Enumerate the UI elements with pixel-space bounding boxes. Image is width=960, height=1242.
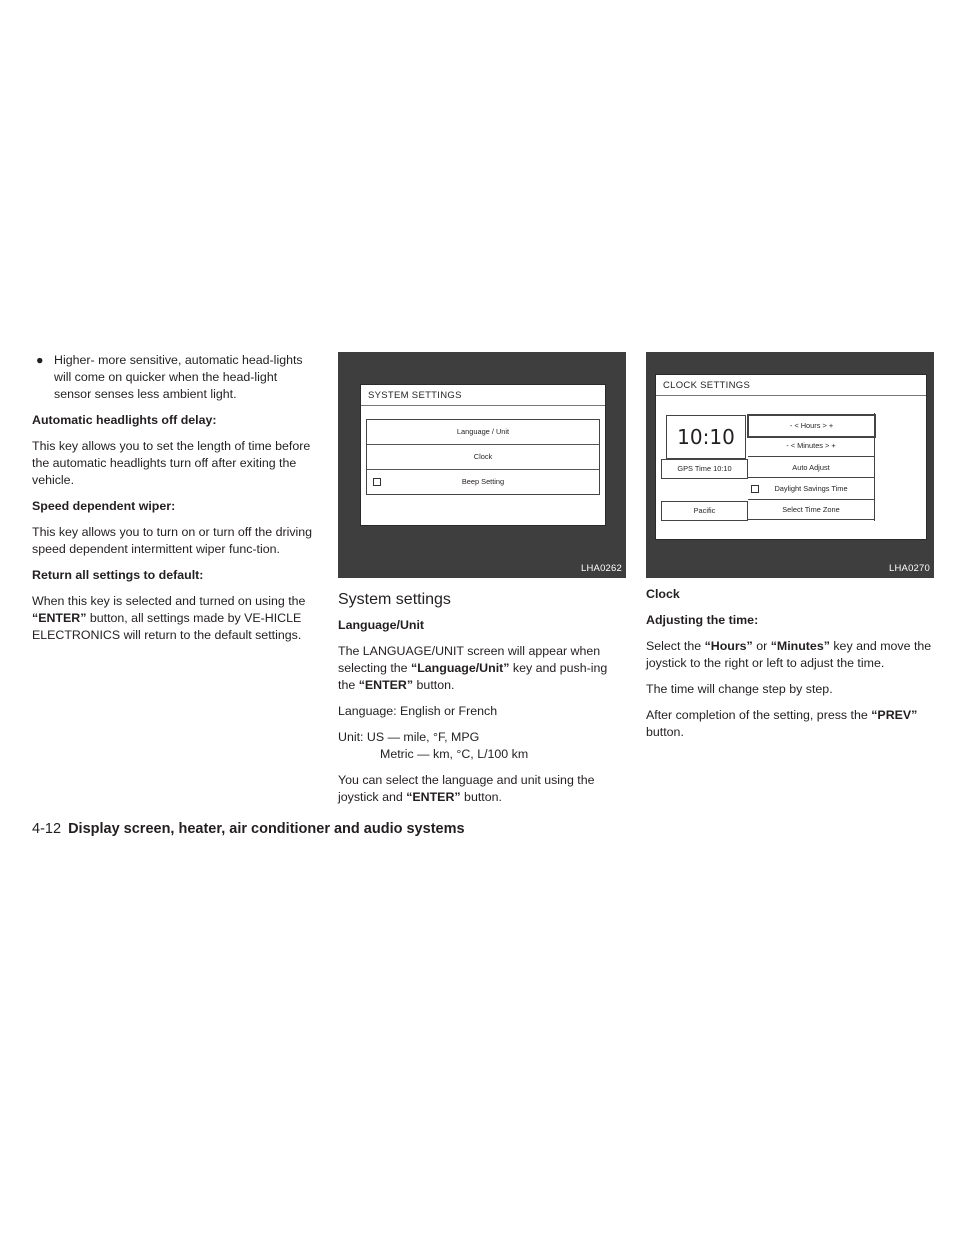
paragraph-headlights-off-delay: This key allows you to set the length of time before the automatic headlights turn off after exiting the vehicle.	[32, 439, 311, 487]
text-run: key and push-ing the	[338, 661, 608, 692]
menu-item-label: Beep Setting	[461, 477, 505, 486]
bullet-text: Higher- more sensitive, automatic head-lights will come on quicker when the head-light sensor senses less ambient light.	[54, 353, 303, 401]
key-enter: “ENTER”	[358, 678, 414, 692]
chapter-title: Display screen, heater, air conditioner and audio systems	[68, 821, 465, 837]
system-settings-screen	[360, 384, 606, 526]
paragraph-speed-dependent-wiper: This key allows you to turn on or turn off the driving speed dependent intermittent wiper func-tion.	[32, 525, 313, 556]
gps-time-display: GPS Time 10:10	[661, 459, 748, 479]
minutes-adjust-button[interactable]: - < Minutes > +	[748, 436, 874, 457]
paragraph-language-unit	[338, 643, 626, 694]
figure-code: LHA0262	[580, 563, 622, 574]
page-number: 4-12	[32, 821, 62, 837]
key-minutes: “Minutes”	[770, 639, 830, 653]
hours-adjust-button[interactable]: - < Hours > +	[747, 414, 876, 438]
heading-headlights-off-delay: Automatic headlights off delay:	[32, 413, 217, 427]
right-border	[874, 413, 875, 521]
figure-clock-settings	[646, 352, 934, 578]
daylight-label: Daylight Savings Time	[774, 484, 848, 493]
text-run: button, all settings made by VE-HICLE ELECTRONICS will return to the default settings.	[32, 611, 302, 642]
heading-adjusting-time: Adjusting the time:	[646, 613, 759, 627]
paragraph-return-defaults	[32, 593, 315, 644]
bullet-icon: ●	[36, 353, 44, 367]
unit-lines	[338, 729, 626, 763]
key-language-unit: “Language/Unit”	[411, 661, 510, 675]
key-enter: “ENTER”	[32, 611, 87, 625]
checkbox-icon	[751, 485, 759, 493]
unit-line-us: Unit: US — mile, °F, MPG	[338, 730, 480, 744]
figure-system-settings	[338, 352, 626, 578]
settings-menu	[366, 419, 600, 495]
key-enter: “ENTER”	[406, 790, 461, 804]
key-prev: “PREV”	[871, 708, 918, 722]
text-run: or	[756, 639, 768, 653]
select-time-zone-button[interactable]: Select Time Zone	[748, 501, 874, 520]
key-hours: “Hours”	[704, 639, 753, 653]
bullet-item	[32, 352, 315, 403]
column-middle	[338, 352, 626, 815]
paragraph-step: The time will change step by step.	[646, 682, 833, 696]
unit-line-metric: Metric — km, °C, L/100 km	[380, 747, 529, 761]
heading-clock: Clock	[646, 587, 680, 601]
text-run: Select the	[646, 639, 702, 653]
text-run: button.	[464, 790, 502, 804]
checkbox-icon	[373, 478, 381, 486]
screen-title: CLOCK SETTINGS	[656, 375, 926, 396]
text-run: You can select the language and unit using the joystick and	[338, 773, 595, 804]
figure-code: LHA0270	[888, 563, 930, 574]
section-title: System settings	[338, 591, 451, 608]
auto-adjust-button[interactable]: Auto Adjust	[748, 459, 874, 478]
menu-item-language-unit[interactable]: Language / Unit	[367, 420, 599, 445]
column-left	[32, 352, 315, 653]
menu-item-beep-setting[interactable]	[367, 470, 599, 494]
time-zone-display: Pacific	[661, 501, 748, 521]
menu-item-clock[interactable]: Clock	[367, 445, 599, 470]
text-run: The LANGUAGE/UNIT screen will appear when selecting the	[338, 644, 601, 675]
language-line: Language: English or French	[338, 704, 498, 718]
page-footer	[32, 821, 465, 837]
paragraph-adjusting-time	[646, 638, 934, 672]
paragraph-after-completion	[646, 707, 934, 741]
time-display: 10:10	[666, 415, 746, 459]
text-run: After completion of the setting, press the	[646, 708, 868, 722]
heading-language-unit: Language/Unit	[338, 618, 425, 632]
heading-speed-dependent-wiper: Speed dependent wiper:	[32, 499, 176, 513]
screen-title: SYSTEM SETTINGS	[361, 385, 605, 406]
column-right	[646, 352, 934, 750]
paragraph-select-language	[338, 772, 626, 806]
text-run: key and move the joystick to the right or left to adjust the time.	[646, 639, 932, 670]
daylight-savings-toggle[interactable]	[748, 479, 874, 500]
heading-return-defaults: Return all settings to default:	[32, 568, 204, 582]
clock-settings-screen	[655, 374, 927, 540]
text-run: button.	[646, 725, 684, 739]
text-run: When this key is selected and turned on using the	[32, 594, 306, 608]
text-run: button.	[416, 678, 455, 692]
